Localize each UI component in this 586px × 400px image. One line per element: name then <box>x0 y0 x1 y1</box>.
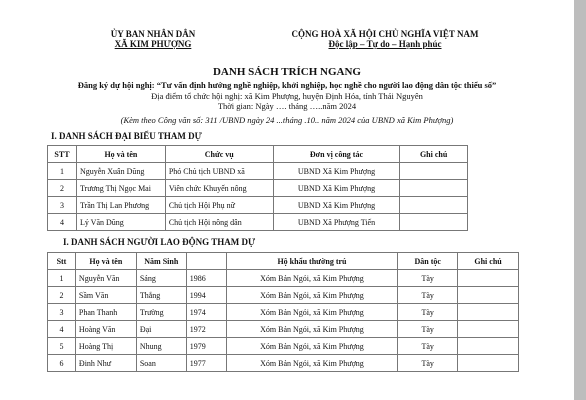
table-row <box>48 163 468 180</box>
table-cell: 1 <box>48 163 77 180</box>
document-subtitle: Đăng ký dự hội nghị: “Tư vấn định hướng nghề nghiệp, khởi nghiệp, học nghề cho người lao động dân tộc thiểu số” <box>77 80 497 90</box>
table-cell: Lý Văn Dũng <box>76 214 165 231</box>
table-cell: Trương Thị Ngọc Mai <box>76 180 165 197</box>
table-cell <box>458 338 519 355</box>
column-header: Dân tộc <box>398 253 458 270</box>
table-cell: 4 <box>48 321 76 338</box>
column-header: Họ và tên <box>75 253 136 270</box>
table-cell: Viên chức Khuyến nông <box>165 180 273 197</box>
table-row <box>48 197 468 214</box>
table-cell <box>400 214 468 231</box>
column-header: STT <box>48 146 77 163</box>
column-header: Ghi chú <box>458 253 519 270</box>
table-cell: 1974 <box>186 304 226 321</box>
table-cell: Xóm Bản Ngói, xã Kim Phượng <box>226 270 398 287</box>
table-cell: Xóm Bản Ngói, xã Kim Phượng <box>226 287 398 304</box>
country-name: CỘNG HOÀ XÃ HỘI CHỦ NGHĨA VIỆT NAM <box>291 29 479 39</box>
table-cell: Xóm Bản Ngói, xã Kim Phượng <box>226 355 398 372</box>
table-row <box>48 287 519 304</box>
reference-note: (Kèm theo Công văn số: 311 /UBND ngày 24 ...tháng .10.. năm 2024 của UBND xã Kim Phượng) <box>120 115 454 125</box>
table-cell: Tày <box>398 338 458 355</box>
table-cell: 2 <box>48 287 76 304</box>
table-cell: Sầm Văn <box>75 287 136 304</box>
table-cell: Trần Thị Lan Phương <box>76 197 165 214</box>
table-cell: Nhung <box>136 338 186 355</box>
table-row <box>48 214 468 231</box>
table-cell: Phó Chủ tịch UBND xã <box>165 163 273 180</box>
table-cell: 3 <box>48 304 76 321</box>
table-cell: 6 <box>48 355 76 372</box>
column-header: Stt <box>48 253 76 270</box>
table-cell: Xóm Bản Ngói, xã Kim Phượng <box>226 304 398 321</box>
table-cell <box>458 304 519 321</box>
issuer-line2: XÃ KIM PHƯỢNG <box>114 39 192 49</box>
table-row <box>48 270 519 287</box>
section2-title: I. DANH SÁCH NGƯỜI LAO ĐỘNG THAM DỰ <box>63 237 256 247</box>
table-cell: 1979 <box>186 338 226 355</box>
table-cell <box>458 287 519 304</box>
table-cell: Tày <box>398 270 458 287</box>
table-cell: Đại <box>136 321 186 338</box>
column-header: Hộ khẩu thường trú <box>226 253 398 270</box>
issuer-block <box>88 29 218 49</box>
table-header-row <box>48 146 468 163</box>
delegates-table <box>47 145 468 231</box>
table-cell: Soan <box>136 355 186 372</box>
table-header-row <box>48 253 519 270</box>
table-cell: 1 <box>48 270 76 287</box>
table-row <box>48 338 519 355</box>
table-cell: 1994 <box>186 287 226 304</box>
column-header: Họ và tên <box>76 146 165 163</box>
table-row <box>48 355 519 372</box>
table-cell: Xóm Bản Ngói, xã Kim Phượng <box>226 338 398 355</box>
table-row <box>48 180 468 197</box>
table-cell <box>458 355 519 372</box>
event-time: Thời gian: Ngày …. tháng …..năm 2024 <box>217 101 357 111</box>
table-cell <box>458 270 519 287</box>
table-cell: Tày <box>398 287 458 304</box>
table-cell: Xóm Bản Ngói, xã Kim Phượng <box>226 321 398 338</box>
table-cell: UBND Xã Kim Phượng <box>273 197 400 214</box>
table-cell: Trường <box>136 304 186 321</box>
document-title: DANH SÁCH TRÍCH NGANG <box>212 66 361 78</box>
table-cell <box>458 321 519 338</box>
issuer-line1: ỦY BAN NHÂN DÂN <box>110 29 196 39</box>
table-cell: UBND Xã Kim Phượng <box>273 180 400 197</box>
table-cell: Tày <box>398 355 458 372</box>
event-location: Địa điểm tổ chức hội nghị: xã Kim Phượng, huyện Định Hóa, tỉnh Thái Nguyên <box>151 91 423 101</box>
table-cell: 3 <box>48 197 77 214</box>
national-motto-block <box>270 29 500 49</box>
column-header: Ghi chú <box>400 146 468 163</box>
table-cell: 5 <box>48 338 76 355</box>
table-cell: Thắng <box>136 287 186 304</box>
table-cell: Sáng <box>136 270 186 287</box>
motto: Độc lập – Tự do – Hạnh phúc <box>328 39 442 49</box>
table-cell: Tày <box>398 321 458 338</box>
table-cell: 2 <box>48 180 77 197</box>
table-cell: Chủ tịch Hội Phụ nữ <box>165 197 273 214</box>
table-cell <box>400 180 468 197</box>
table-row <box>48 304 519 321</box>
workers-table <box>47 252 519 372</box>
table-cell: 1986 <box>186 270 226 287</box>
table-cell <box>400 163 468 180</box>
section1-title: I. DANH SÁCH ĐẠI BIỂU THAM DỰ <box>51 131 202 141</box>
column-header: Năm Sinh <box>136 253 186 270</box>
table-cell: Nguyễn Xuân Dũng <box>76 163 165 180</box>
column-header: Chức vụ <box>165 146 273 163</box>
table-cell: Chủ tịch Hội nông dân <box>165 214 273 231</box>
table-cell: Hoàng Thị <box>75 338 136 355</box>
table-row <box>48 321 519 338</box>
table-cell: Hoàng Văn <box>75 321 136 338</box>
table-cell: 1972 <box>186 321 226 338</box>
table-cell: 4 <box>48 214 77 231</box>
table-cell: Tày <box>398 304 458 321</box>
table-cell: Phan Thanh <box>75 304 136 321</box>
table-cell: 1977 <box>186 355 226 372</box>
column-header <box>186 253 226 270</box>
table-cell: UBND Xã Phượng Tiến <box>273 214 400 231</box>
scrollbar[interactable] <box>574 0 586 400</box>
table-cell: UBND Xã Kim Phượng <box>273 163 400 180</box>
column-header: Đơn vị công tác <box>273 146 400 163</box>
table-cell: Đinh Như <box>75 355 136 372</box>
table-cell <box>400 197 468 214</box>
table-cell: Nguyễn Văn <box>75 270 136 287</box>
